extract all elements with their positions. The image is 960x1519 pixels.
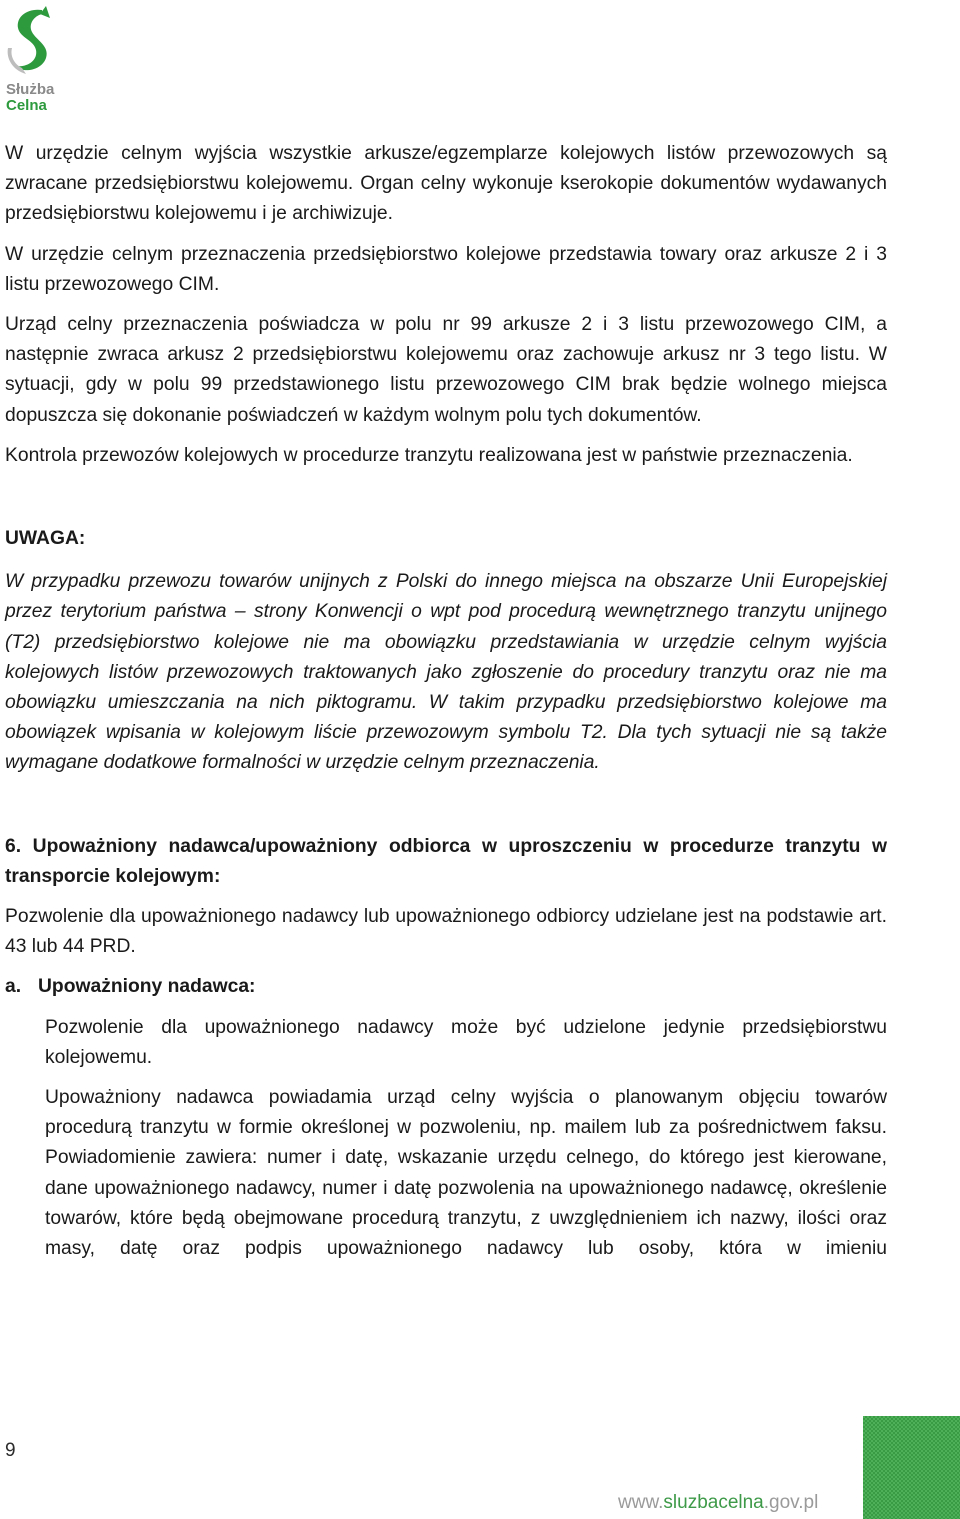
footer-url[interactable] [618, 1492, 818, 1514]
paragraph-2: W urzędzie celnym przeznaczenia przedsiębiorstwo kolejowe przedstawia towary oraz arkusze 2 i 3 listu przewozowego CIM. [5, 243, 887, 295]
subsection-a-heading [5, 972, 887, 1002]
footer-url-prefix: www. [618, 1492, 664, 1513]
logo-line-1: Służba [6, 81, 55, 98]
paragraph-4: Kontrola przewozów kolejowych w procedurze tranzytu realizowana jest w państwie przeznaczenia. [5, 444, 853, 466]
subsection-a-paragraph-1: Pozwolenie dla upoważnionego nadawcy może być udzielone jedynie przedsiębiorstwu kolejowemu. [45, 1016, 887, 1068]
paragraph-1: W urzędzie celnym wyjścia wszystkie arkusze/egzemplarze kolejowych listów przewozowych są zwracane przedsiębiorstwu kolejowemu. Organ celny wykonuje kserokopie dokumentów wydawanych przedsiębiorstwu kolejowemu i je archiwizuje. [5, 143, 887, 225]
sluzba-celna-logo [2, 4, 66, 116]
document-body [5, 139, 887, 1264]
footer-url-suffix: .gov.pl [763, 1492, 819, 1513]
footer-url-brand: sluzbacelna [663, 1492, 764, 1513]
footer-corner-graphic [863, 1416, 960, 1519]
logo-wordmark [6, 82, 54, 114]
page-number: 9 [5, 1440, 16, 1461]
subsection-a-paragraph-2: Upoważniony nadawca powiadamia urząd celny wyjścia o planowanym objęciu towarów procedurą tranzytu w formie określonej w pozwoleniu, np. mailem lub za pośrednictwem faksu. Powiadomienie zawiera: numer i datę, wskazanie urzędu celnego, do którego jest kierowane, dane upoważnionego nadawcy, numer i datę pozwolenia na upoważnionego nadawcę, określenie towarów, które będą obejmowane procedurą tranzytu, z uwzględnieniem ich nazwy, ilości oraz masy, datę oraz podpis upoważnionego nadawcy lub osoby, która w imieniu [45, 1087, 887, 1260]
logo-mark-icon [2, 4, 62, 80]
subsection-a-number: a. [5, 976, 22, 998]
logo-line-2: Celna [6, 97, 47, 114]
section-6-heading: 6. Upoważniony nadawca/upoważniony odbiorca w uproszczeniu w procedurze tranzytu w transporcie kolejowym: [5, 835, 887, 887]
uwaga-text: W przypadku przewozu towarów unijnych z Polski do innego miejsca na obszarze Unii Europejskiej przez terytorium państwa – strony Konwencji o wpt pod procedurą wewnętrznego tranzytu unijnego (T2) przedsiębiorstwo kolejowe nie ma obowiązku przedstawiania w urzędzie celnym wyjścia kolejowych listów przewozowych traktowanych jako zgłoszenie do procedury tranzytu oraz nie ma obowiązku umieszczania na nich piktogramu. W takim przypadku przedsiębiorstwo kolejowe ma obowiązek wpisania w kolejowym liście przewozowym symbolu T2. Dla tych sytuacji nie są także wymagane dodatkowe formalności w urzędzie celnym przeznaczenia. [5, 571, 887, 774]
subsection-a-title: Upoważniony nadawca: [38, 976, 256, 998]
section-6-intro: Pozwolenie dla upoważnionego nadawcy lub upoważnionego odbiorcy udzielane jest na podstawie art. 43 lub 44 PRD. [5, 906, 887, 958]
paragraph-3: Urząd celny przeznaczenia poświadcza w polu nr 99 arkusze 2 i 3 listu przewozowego CIM, a następnie zwraca arkusz 2 przedsiębiorstwu kolejowemu oraz zachowuje arkusz nr 3 tego listu. W sytuacji, gdy w polu 99 przedstawionego listu przewozowego CIM brak będzie wolnego miejsca dopuszcza się dokonanie poświadczeń w każdym wolnym polu tych dokumentów. [5, 314, 887, 426]
uwaga-label: UWAGA: [5, 528, 86, 550]
